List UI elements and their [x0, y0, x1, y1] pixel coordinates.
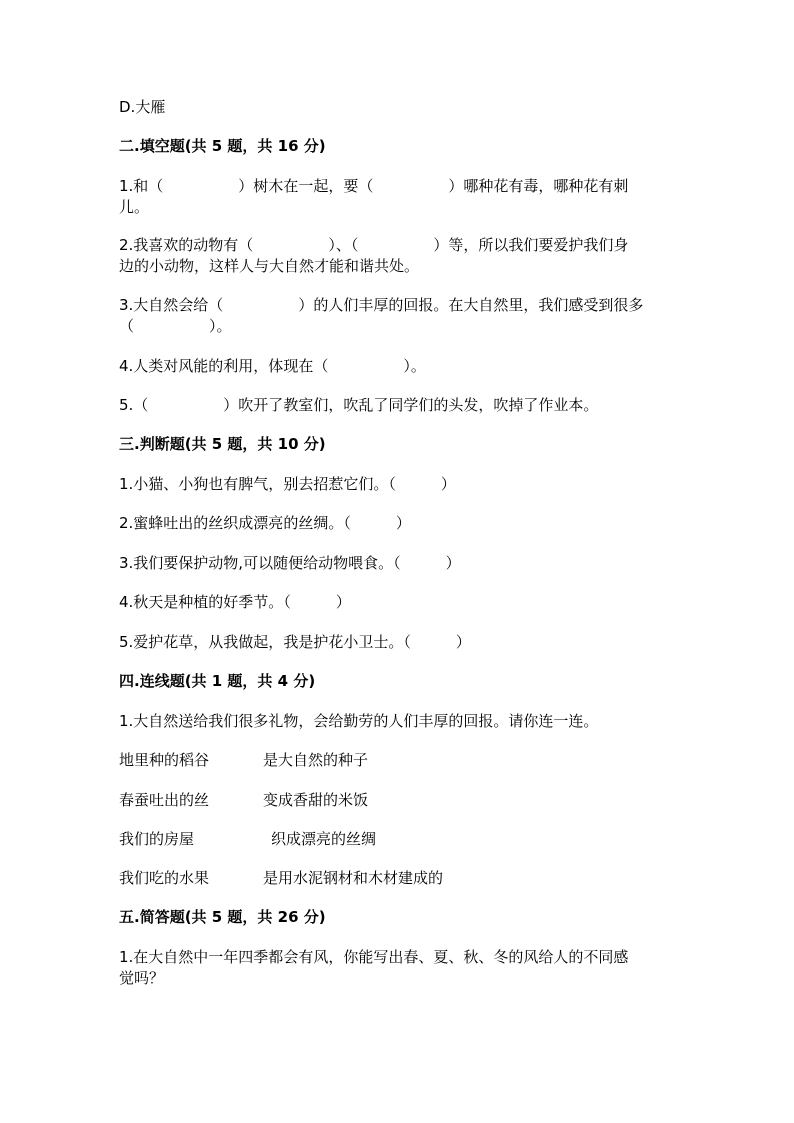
section-heading-fill: 二.填空题(共 5 题，共 16 分): [119, 137, 326, 155]
short-question-1-line-1: 1.在大自然中一年四季都会有风，你能写出春、夏、秋、冬的风给人的不同感: [119, 948, 629, 966]
fill-question-1-line-2: 儿。: [119, 198, 150, 216]
match-right-item: 织成漂亮的丝绸: [271, 830, 377, 848]
match-left-item: 我们吃的水果: [119, 869, 210, 887]
section-heading-short: 五.简答题(共 5 题，共 26 分): [119, 908, 326, 926]
option-d: D.大雁: [119, 98, 166, 116]
judge-question-5: 5.爱护花草，从我做起，我是护花小卫士。（ ）: [119, 633, 471, 651]
fill-question-3-line-1: 3.大自然会给（ ）的人们丰厚的回报。在大自然里，我们感受到很多: [119, 296, 644, 314]
short-question-1-line-2: 觉吗？: [119, 969, 165, 987]
match-right-item: 是用水泥钢材和木材建成的: [263, 869, 444, 887]
judge-question-4: 4.秋天是种植的好季节。（ ）: [119, 593, 351, 611]
section-heading-match: 四.连线题(共 1 题，共 4 分): [119, 672, 316, 690]
judge-question-2: 2.蜜蜂吐出的丝织成漂亮的丝绸。（ ）: [119, 514, 411, 532]
section-heading-judge: 三.判断题(共 5 题，共 10 分): [119, 435, 326, 453]
fill-question-3-line-2: （ ）。: [119, 317, 232, 335]
fill-question-2-line-2: 边的小动物，这样人与大自然才能和谐共处。: [119, 257, 420, 275]
match-left-item: 地里种的稻谷: [119, 751, 210, 769]
match-right-item: 变成香甜的米饭: [263, 791, 369, 809]
judge-question-1: 1.小猫、小狗也有脾气，别去招惹它们。（ ）: [119, 475, 456, 493]
match-left-item: 我们的房屋: [119, 830, 195, 848]
match-question-1: 1.大自然送给我们很多礼物，会给勤劳的人们丰厚的回报。请你连一连。: [119, 712, 599, 730]
fill-question-2-line-1: 2.我喜欢的动物有（ ）、（ ）等，所以我们要爱护我们身: [119, 236, 629, 254]
judge-question-3: 3.我们要保护动物,可以随便给动物喂食。（ ）: [119, 554, 461, 572]
match-left-item: 春蚕吐出的丝: [119, 791, 210, 809]
match-right-item: 是大自然的种子: [263, 751, 369, 769]
fill-question-4: 4.人类对风能的利用，体现在（ ）。: [119, 357, 426, 375]
fill-question-5: 5.（ ）吹开了教室们，吹乱了同学们的头发，吹掉了作业本。: [119, 396, 599, 414]
fill-question-1-line-1: 1.和（ ）树木在一起，要（ ）哪种花有毒，哪种花有刺: [119, 177, 629, 195]
